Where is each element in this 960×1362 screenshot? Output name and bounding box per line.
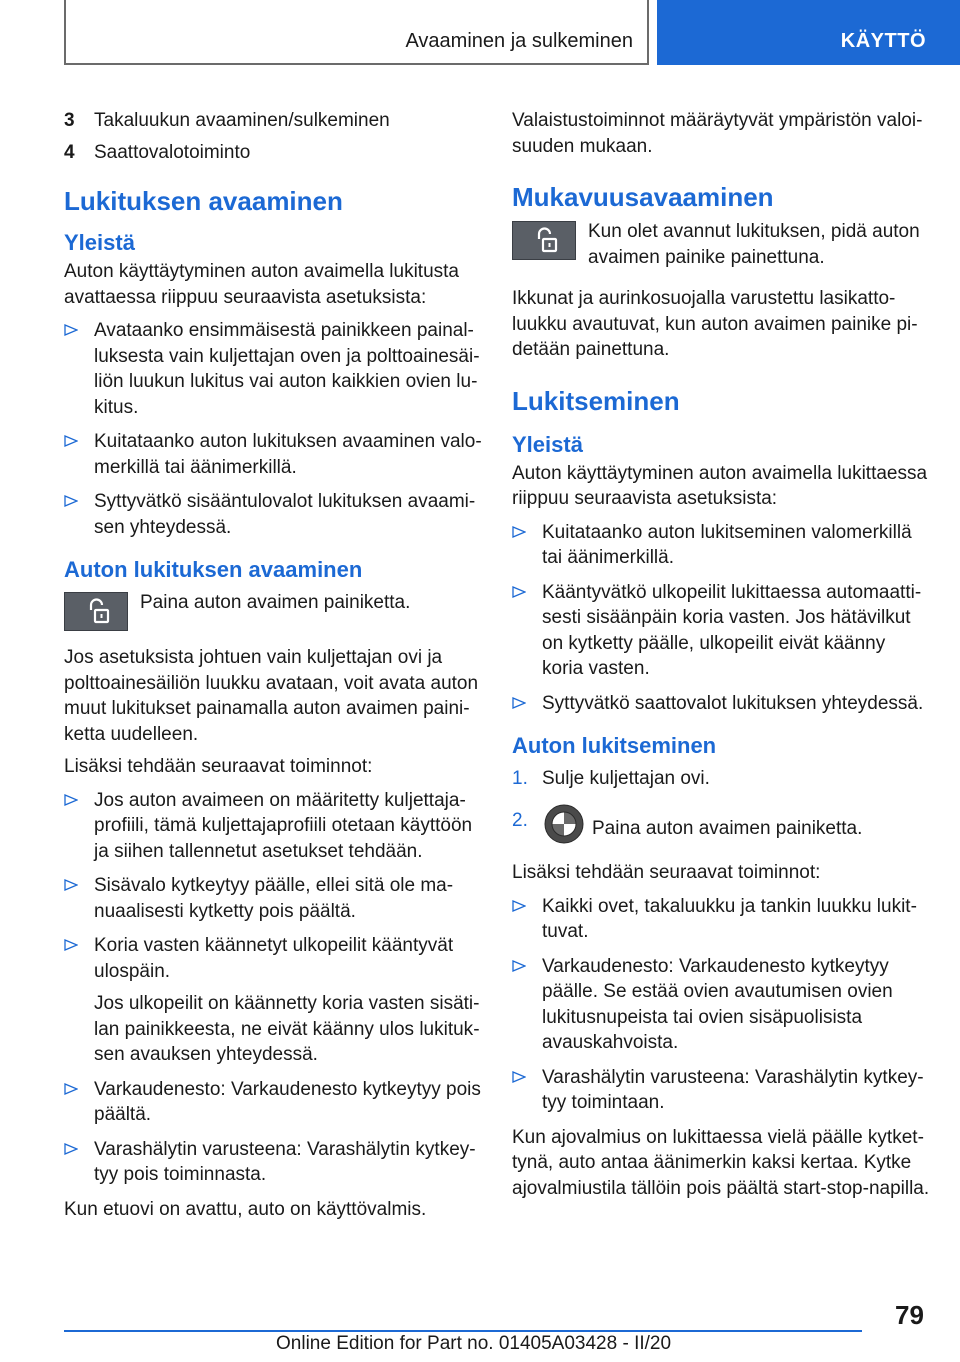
heading-car-lock: Auton lukitseminen (512, 733, 717, 758)
unlock-key-icon (512, 221, 576, 260)
heading-car-unlock: Auton lukituksen avaaminen (64, 557, 363, 582)
key-instruction (512, 219, 930, 270)
chapter-title: KÄYTTÖ (840, 30, 926, 52)
page-number: 79 (895, 1300, 924, 1330)
list-item-text: Koria vasten käännetyt ulkopeilit kääntyvät ulospäin. (94, 935, 454, 982)
list-item-text: Kuitataanko auton lukitseminen valomerkillä tai äänimerkillä. (542, 521, 912, 568)
key-instruction (64, 590, 482, 631)
list-item-text: Avataanko ensimmäisestä painikkeen painalluksesta vain kuljettajan oven ja polttoainesäiliön luukun lukitus vai auton kaikkien ovien lukitus. (94, 320, 480, 418)
heading-locking: Lukitseminen (512, 385, 680, 416)
heading-unlocking: Lukituksen avaaminen (64, 186, 343, 216)
list-item-extra-text: Jos ulkopeilit on käännetty koria vasten sisätilan painikkeesta, ne eivät käänny ulos lukituksen avauksen yhteydessä. (94, 993, 480, 1065)
heading-comfort-access: Mukavuusavaaminen (512, 182, 774, 212)
legend-text: Saattovalotoiminto (94, 141, 251, 163)
list-item-text: Kuitataanko auton lukituksen avaaminen valomerkillä tai äänimerkillä. (94, 431, 482, 478)
paragraph-windows: Ikkunat ja aurinkosuojalla varustettu lasikattoluukku avautuvat, kun auton avaimen painike pidetään painettuna. (512, 288, 918, 360)
triangle-bullet-icon (64, 434, 78, 448)
triangle-bullet-icon (64, 1082, 78, 1096)
bullet-list-functions (64, 788, 482, 1188)
triangle-bullet-icon (512, 1070, 526, 1084)
list-item-text: Kaikki ovet, takaluukku ja tankin luukku lukittuvat. (542, 895, 917, 942)
step-number: 1. (512, 768, 528, 789)
list-item (512, 580, 930, 682)
legend-number: 4 (64, 141, 75, 163)
list-item-text: Varkaudenesto: Varkaudenesto kytkeytyy pois päältä. (94, 1078, 481, 1125)
triangle-bullet-icon (512, 959, 526, 973)
list-item (64, 788, 482, 865)
footer-divider (64, 1330, 862, 1332)
step-number: 2. (512, 809, 528, 831)
list-item (64, 489, 482, 540)
bmw-logo-icon (544, 804, 584, 852)
list-item (512, 954, 930, 1056)
step-item (512, 766, 930, 792)
list-item-text: Sisävalo kytkeytyy päälle, ellei sitä ole manuaalisesti kytketty pois päältä. (94, 875, 454, 922)
header-chapter-tab (657, 0, 960, 65)
bullet-list-settings (64, 318, 482, 540)
key-instruction-text: Kun olet avannut lukituksen, pidä auton avaimen painike painettuna. (588, 221, 920, 268)
paragraph-ignition: Kun ajovalmius on lukittaessa vielä päälle kytkettynä, auto antaa äänimerkin kaksi kertaa. Kytke ajovalmiustila tällöin pois päältä start-stop-napilla. (512, 1126, 930, 1199)
triangle-bullet-icon (64, 323, 78, 337)
key-instruction-text: Paina auton avaimen painiketta. (140, 592, 411, 613)
legend-text: Takaluukun avaaminen/sulkeminen (94, 110, 390, 131)
list-item (512, 894, 930, 945)
heading-general: Yleistä (512, 431, 583, 457)
legend-number: 3 (64, 110, 75, 131)
list-item (512, 520, 930, 571)
list-item-text: Syttyvätkö sisääntulovalot lukituksen avaamisen yhteydessä. (94, 491, 476, 538)
step-item (512, 804, 930, 852)
list-item (64, 1137, 482, 1188)
heading-general: Yleistä (64, 230, 135, 255)
section-title: Avaaminen ja sulkeminen (405, 30, 633, 52)
legend-item (64, 108, 482, 134)
paragraph-ready: Kun etuovi on avattu, auto on käyttövalmis. (64, 1198, 427, 1220)
list-item (64, 933, 482, 1068)
list-item (512, 1065, 930, 1116)
legend-item (64, 140, 482, 166)
list-item (512, 691, 930, 717)
step-text: Sulje kuljettajan ovi. (542, 768, 710, 789)
paragraph-also: Lisäksi tehdään seuraavat toiminnot: (64, 756, 373, 777)
list-item-text: Varashälytin varusteena: Varashälytin kytkeytyy pois toiminnasta. (94, 1138, 476, 1185)
list-item-text: Kääntyvätkö ulkopeilit lukittaessa automaattisesti sisäänpäin koria vasten. Jos hätävilkut on kytketty päälle, ulkopeilit eivät käänny koria vasten. (542, 581, 922, 679)
list-item-text: Varashälytin varusteena: Varashälytin kytkeytyy toimintaan. (542, 1066, 924, 1113)
left-column (64, 108, 482, 1222)
list-item-text: Varkaudenesto: Varkaudenesto kytkeytyy päälle. Se estää ovien avautumisen ovien lukitusnupeista tai ovien sisäpuolisista avauskahvoista. (542, 955, 893, 1053)
list-item (64, 873, 482, 924)
triangle-bullet-icon (64, 793, 78, 807)
paragraph-general: Auton käyttäytyminen auton avaimella lukitusta avattaessa riippuu seuraavista asetuksista: (64, 261, 459, 308)
triangle-bullet-icon (512, 899, 526, 913)
unlock-key-icon (64, 592, 128, 631)
list-item-text: Jos auton avaimeen on määritetty kuljettajaprofiili, tämä kuljettajaprofiili otetaan käyttöön ja siihen tallennetut asetukset tehdään. (94, 789, 473, 862)
paragraph-also: Lisäksi tehdään seuraavat toiminnot: (512, 862, 821, 883)
triangle-bullet-icon (64, 494, 78, 508)
triangle-bullet-icon (512, 525, 526, 539)
right-column (512, 108, 930, 1201)
triangle-bullet-icon (64, 878, 78, 892)
triangle-bullet-icon (512, 585, 526, 599)
bullet-list-functions (512, 894, 930, 1116)
list-item (64, 1077, 482, 1128)
list-item (64, 429, 482, 480)
triangle-bullet-icon (512, 696, 526, 710)
bullet-list-settings (512, 520, 930, 717)
list-item (64, 318, 482, 420)
step-text: Paina auton avaimen painiketta. (592, 817, 863, 839)
paragraph-general: Auton käyttäytyminen auton avaimella lukittaessa riippuu seuraavista asetuksista: (512, 462, 928, 509)
triangle-bullet-icon (64, 938, 78, 952)
header-section-box (64, 0, 649, 65)
list-item-text: Syttyvätkö saattovalot lukituksen yhteydessä. (542, 692, 924, 714)
numbered-steps (512, 766, 930, 851)
paragraph-lighting: Valaistustoiminnot määräytyvät ympäristön valoisuuden mukaan. (512, 110, 923, 157)
triangle-bullet-icon (64, 1142, 78, 1156)
paragraph-driver-only: Jos asetuksista johtuen vain kuljettajan ovi ja polttoainesäiliön luukku avataan, voit avata auton muut lukitukset painamalla auton avaimen painiketta uudelleen. (64, 647, 479, 745)
footer-edition-text: Online Edition for Part no. 01405A03428 - II/20 (276, 1333, 672, 1354)
